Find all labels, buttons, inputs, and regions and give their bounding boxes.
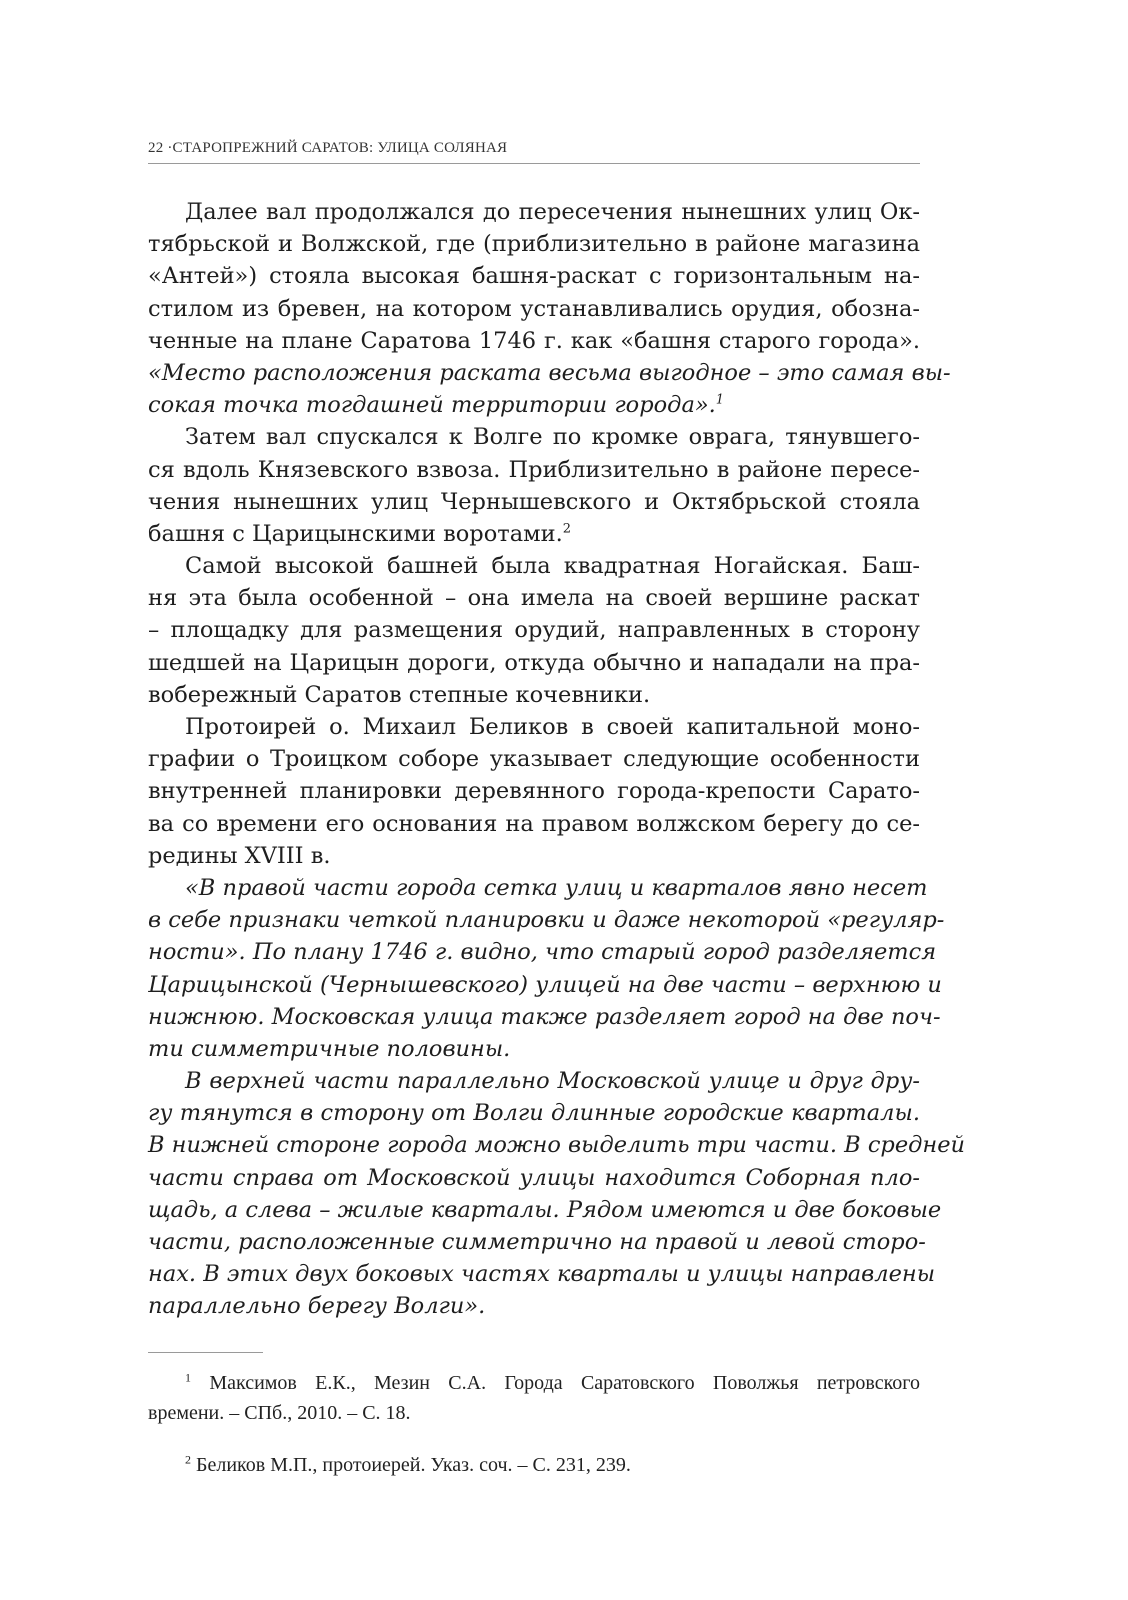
text-line: ня эта была особенной – она имела на своей вершине раскат [148, 585, 920, 612]
main-text [148, 196, 966, 1323]
text-line: шедшей на Царицын дороги, откуда обычно и нападали на пра- [148, 649, 920, 676]
footnote-1-cont: времени. – СПб., 2010. – С. 18. [148, 1402, 411, 1424]
footnote-ref-2[interactable]: 2 [562, 521, 572, 537]
text-line: Самой высокой башней была квадратная Ногайская. Баш- [185, 553, 920, 580]
quote-line: «Место расположения раската весьма выгодное – это самая вы- [148, 359, 951, 386]
text-line: редины XVIII в. [148, 842, 331, 869]
text-line [148, 518, 920, 550]
text-line: графии о Троицком соборе указывает следующие особенности [148, 746, 920, 773]
footnote-text: Максимов Е.К., Мезин С.А. Города Саратовского Поволжья петровского [209, 1372, 920, 1394]
footnote-text: Беликов М.П., протоиерей. Указ. соч. – С. 231, 239. [196, 1454, 631, 1476]
text-line: чения нынешних улиц Чернышевского и Октябрьской стояла [148, 488, 920, 515]
quote-line: части справа от Московской улицы находится Соборная пло- [148, 1164, 920, 1191]
quote-line: в себе признаки четкой планировки и даже некоторой «регуляр- [148, 907, 945, 934]
text-line: тябрьской и Волжской, где (приблизительно в районе магазина [148, 231, 920, 258]
quote-line: нах. В этих двух боковых частях кварталы и улицы направлены [148, 1261, 936, 1288]
footnote-ref-1[interactable]: 1 [715, 392, 725, 408]
quote-line: В верхней части параллельно Московской улице и друг дру- [185, 1068, 920, 1095]
text-line: ся вдоль Князевского взвоза. Приблизительно в районе пересе- [148, 456, 920, 483]
quote-line: щадь, а слева – жилые кварталы. Рядом имеются и две боковые [148, 1196, 942, 1223]
text-line: стилом из бревен, на котором устанавливались орудия, обозна- [148, 295, 920, 322]
quote-line: гу тянутся в сторону от Волги длинные городские кварталы. [148, 1100, 920, 1127]
quote-line: нижнюю. Московская улица также разделяет город на две поч- [148, 1003, 941, 1030]
header-divider [148, 163, 920, 164]
text-line: «Антей») стояла высокая башня-раскат с горизонтальным на- [148, 263, 920, 290]
quote-line: части, расположенные симметрично на правой и левой сторо- [148, 1229, 926, 1255]
footnote-divider [148, 1352, 263, 1353]
text-line: вобережный Саратов степные кочевники. [148, 681, 651, 708]
quote-line: «В правой части города сетка улиц и кварталов явно несет [185, 874, 928, 901]
text-line: ченные на плане Саратова 1746 г. как «башня старого города». [148, 327, 920, 354]
text-line: Затем вал спускался к Волге по кромке оврага, тянувшего- [185, 424, 920, 451]
text-line: – площадку для размещения орудий, направленных в сторону [148, 617, 920, 644]
quote-line: параллельно берегу Волги». [148, 1293, 486, 1320]
quote-line: ти симметричные половины. [148, 1035, 511, 1062]
text-line: внутренней планировки деревянного города-крепости Сарато- [148, 778, 920, 805]
quote-line: Царицынской (Чернышевского) улицей на две части – верхнюю и [148, 971, 942, 998]
footnote-number: 1 [185, 1370, 191, 1385]
footnote-2 [148, 1450, 920, 1480]
quote-line [148, 389, 920, 421]
running-header: 22 ·СТАРОПРЕЖНИЙ САРАТОВ: УЛИЦА СОЛЯНАЯ [148, 140, 508, 156]
quote-line: В нижней стороне города можно выделить три части. В средней [148, 1132, 966, 1159]
quote-text: сокая точка тогдашней территории города». [148, 392, 716, 419]
footnote-1 [148, 1368, 920, 1398]
text-line: Протоирей о. Михаил Беликов в своей капитальной моно- [185, 714, 920, 740]
text-line: ва со времени его основания на правом волжском берегу до се- [148, 810, 920, 837]
footnotes [148, 1368, 920, 1480]
footnote-number: 2 [185, 1452, 191, 1467]
text-line: Далее вал продолжался до пересечения нынешних улиц Ок- [185, 199, 920, 225]
quote-line: ности». По плану 1746 г. видно, что старый город разделяется [148, 939, 937, 966]
paragraph-text: башня с Царицынскими воротами. [148, 520, 563, 547]
